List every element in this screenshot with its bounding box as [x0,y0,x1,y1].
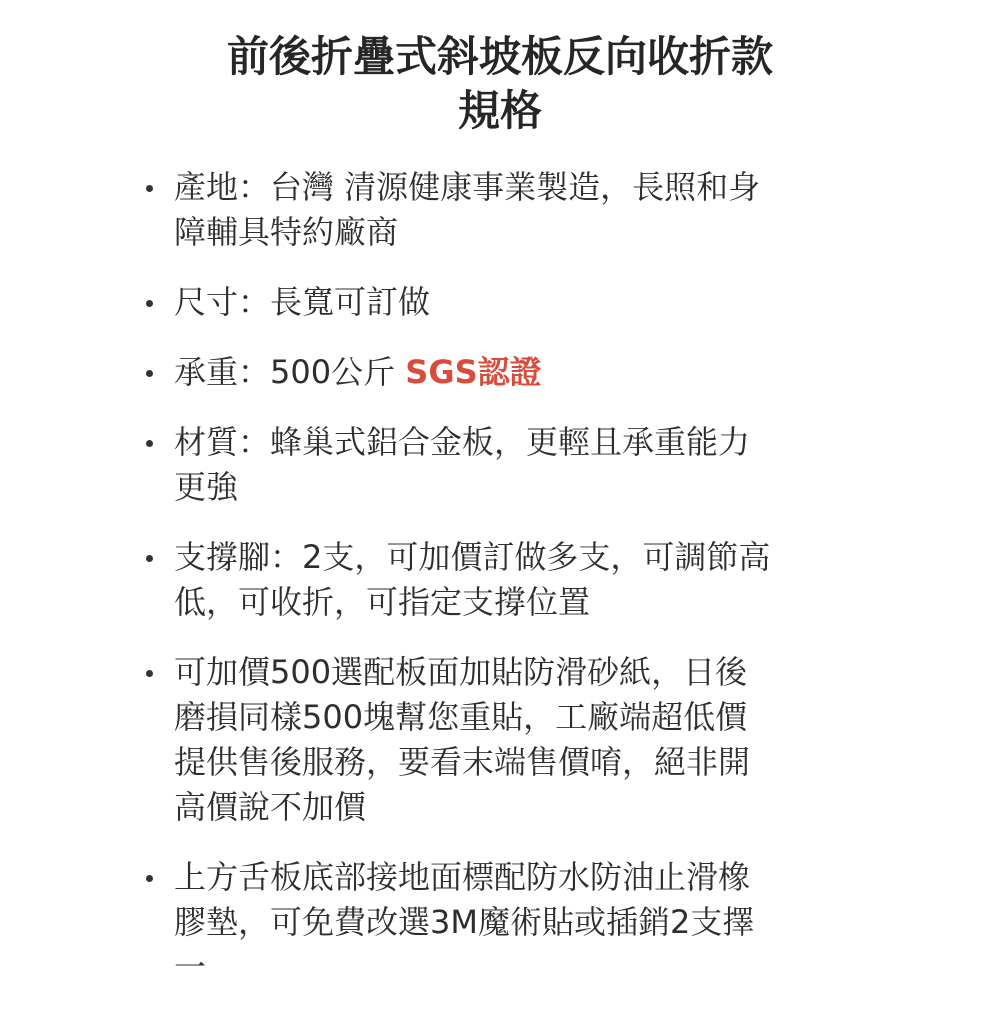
spec-item-material [0,420,834,510]
bullet-icon [146,185,153,192]
spec-text-line: 更強 [174,468,239,506]
spec-item-origin [0,165,834,255]
spec-item-load [0,350,834,395]
spec-text-line [174,350,834,395]
bullet-icon [146,670,153,677]
spec-text-line: 產地：台灣 清源健康事業製造，長照和身 [174,168,761,206]
spec-list [0,165,1000,1015]
page-title-line-1: 前後折疊式斜坡板反向收折款 [226,32,773,81]
bullet-icon [146,370,153,377]
spec-text-line: 一 [174,948,207,986]
spec-item-size [0,280,834,325]
spec-text-line: 高價說不加價 [174,788,367,826]
spec-text-line: 上方舌板底部接地面標配防水防油止滑橡 [174,858,751,896]
spec-text-line: 膠墊，可免費改選3M魔術貼或插銷2支擇 [174,903,755,941]
page-title [150,30,850,138]
spec-text-line: 可加價500選配板面加貼防滑砂紙，日後 [174,653,748,691]
spec-text-line: 障輔具特約廠商 [174,213,399,251]
spec-text-line: 磨損同樣500塊幫您重貼，工廠端超低價 [174,698,748,736]
spec-item-anti-slip [0,650,834,830]
spec-text-line: 材質：蜂巢式鋁合金板，更輕且承重能力 [174,423,751,461]
spec-text-line: 尺寸：長寬可訂做 [174,283,431,321]
page-title-line-2: 規格 [457,86,542,135]
bullet-icon [146,555,153,562]
bullet-icon [146,875,153,882]
spec-text-line: 支撐腳：2支，可加價訂做多支，可調節高 [174,538,771,576]
load-capacity-text: 承重：500公斤 [174,353,406,391]
bullet-icon [146,300,153,307]
spec-item-rubber-pad [0,855,834,990]
sgs-certification-badge: SGS認證 [405,353,542,391]
bullet-icon [146,440,153,447]
spec-text-line: 低，可收折，可指定支撐位置 [174,583,591,621]
spec-text-line: 提供售後服務，要看末端售價唷，絕非開 [174,743,751,781]
spec-item-support-legs [0,535,834,625]
